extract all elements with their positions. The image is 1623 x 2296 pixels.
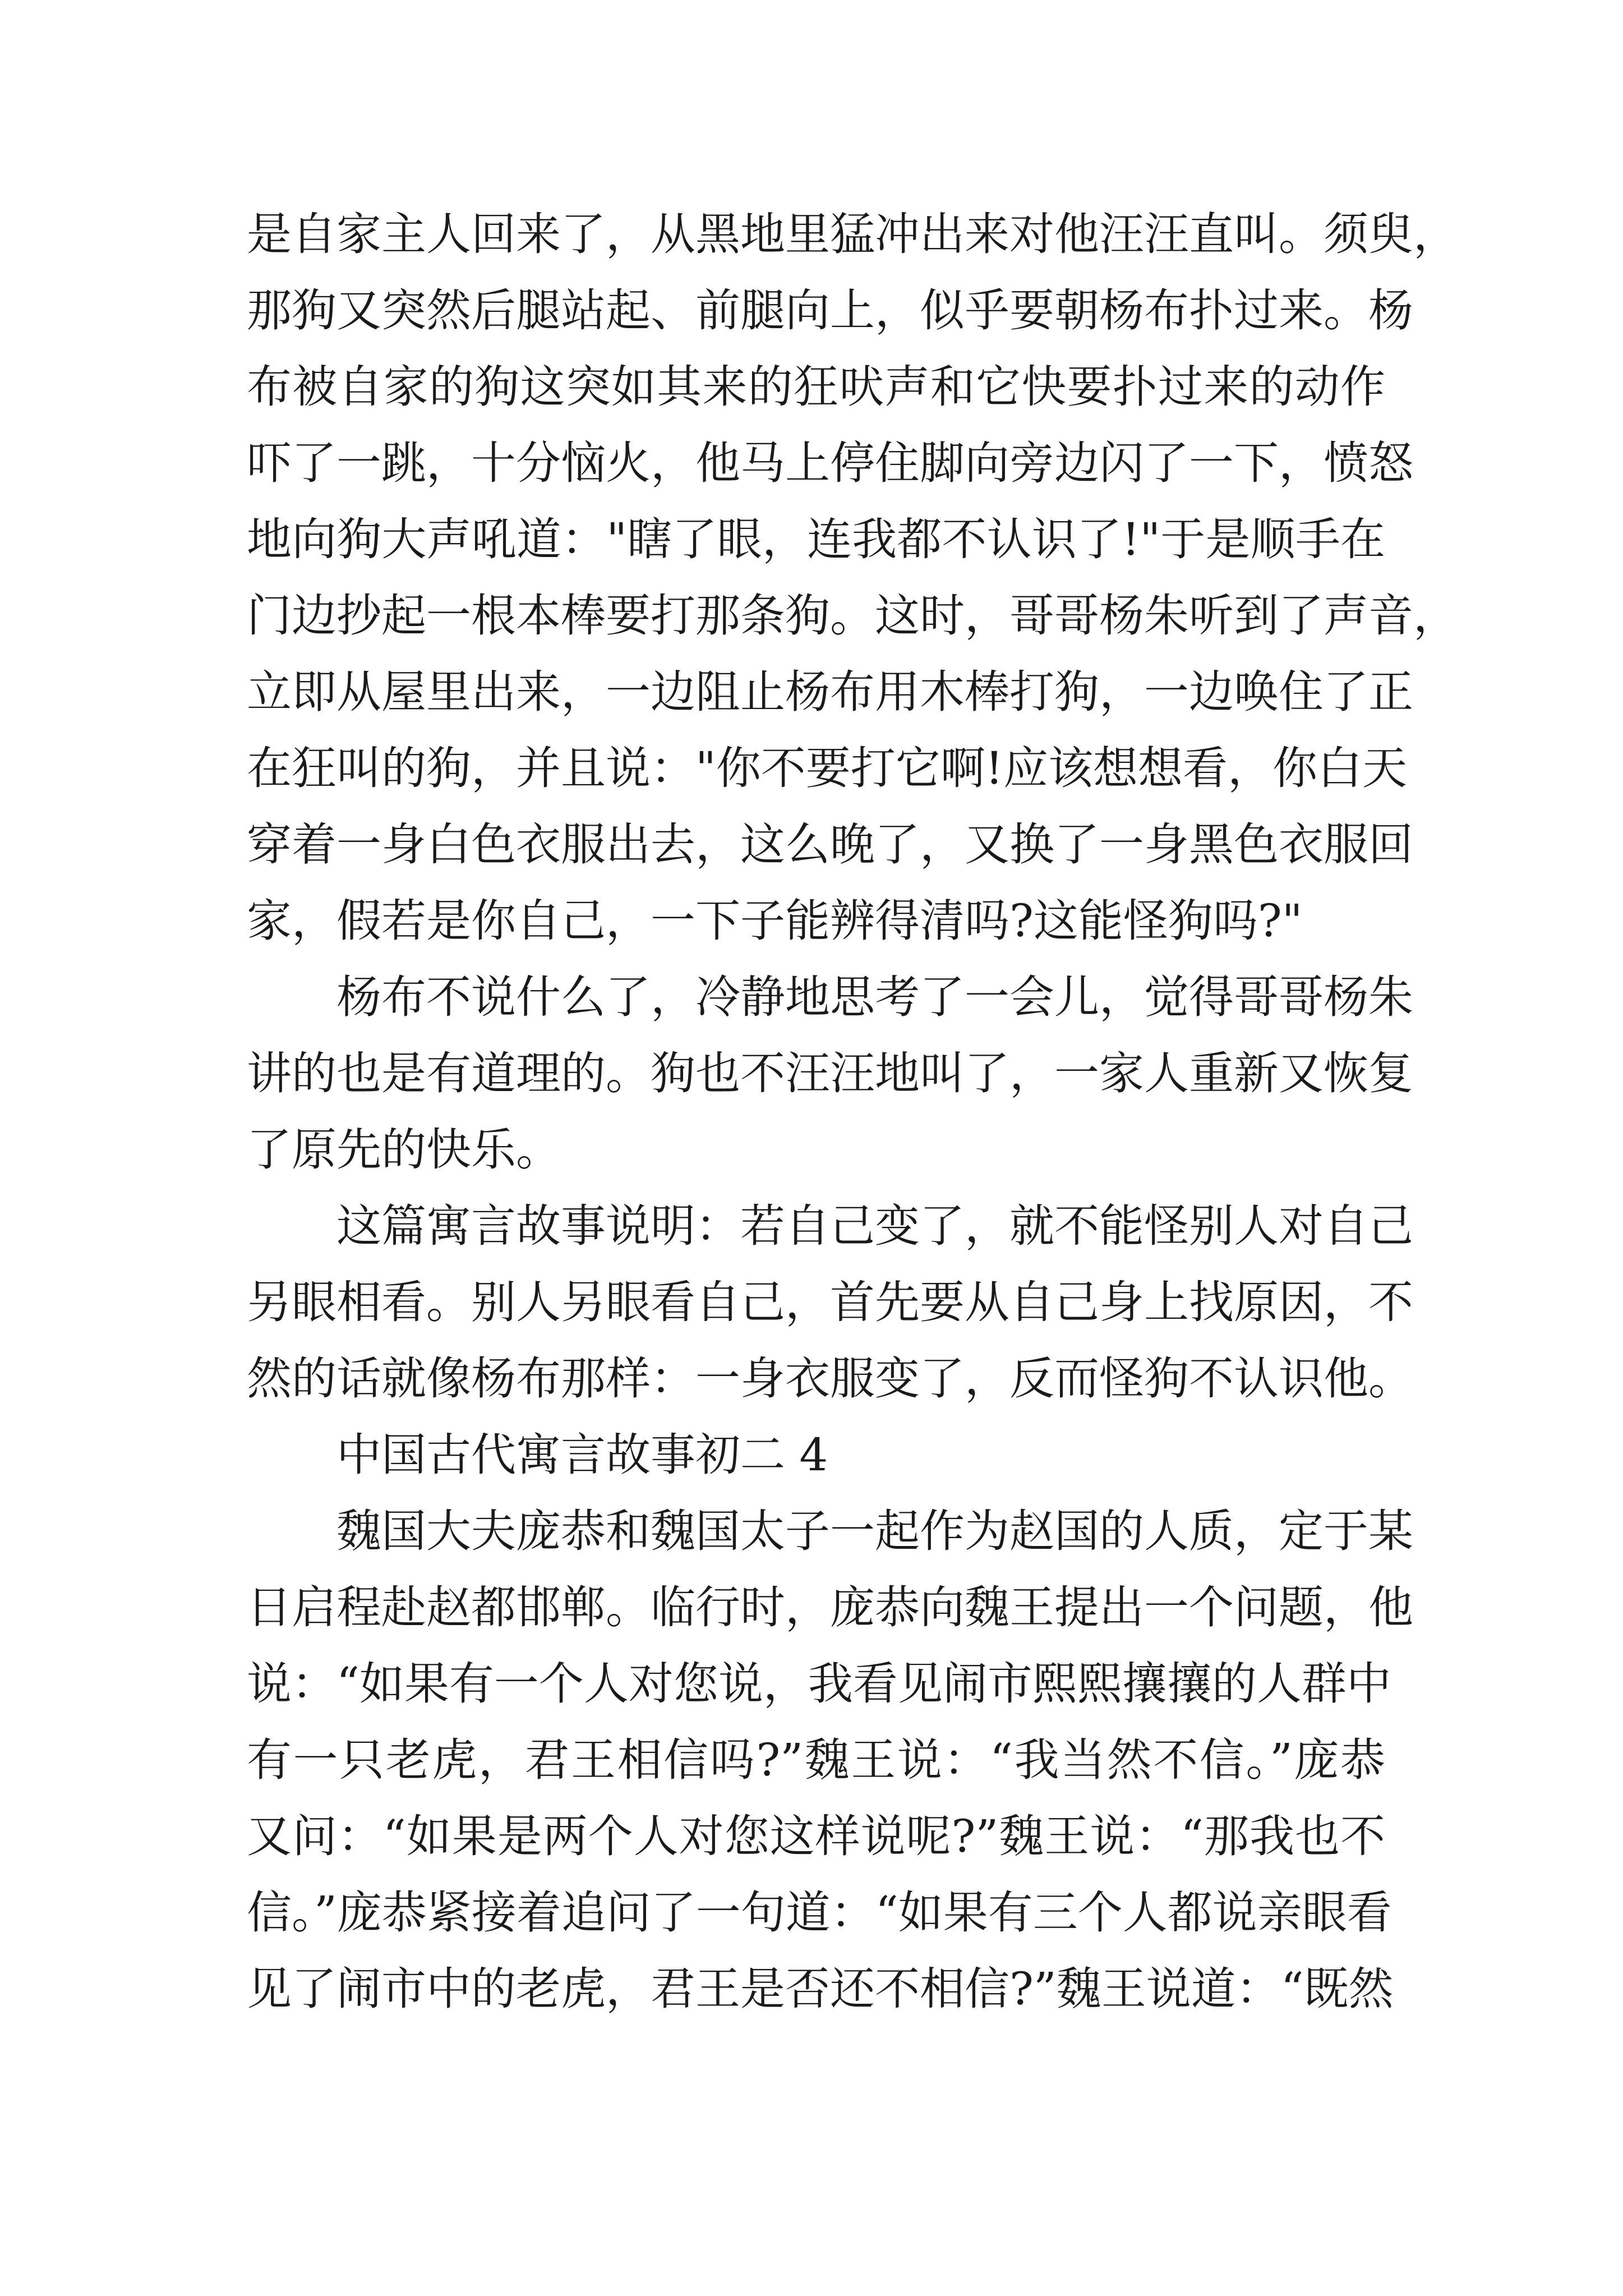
paragraph-2: [247, 959, 1413, 1188]
text-line: 然的话就像杨布那样：一身衣服变了，反而怪狗不认识他。: [247, 1352, 1413, 1405]
text-line: 讲的也是有道理的。狗也不汪汪地叫了，一家人重新又恢复: [247, 1047, 1413, 1099]
text-line: 这篇寓言故事说明：若自己变了，就不能怪别人对自己: [336, 1200, 1413, 1252]
text-line: 地向狗大声吼道："瞎了眼，连我都不认识了!"于是顺手在: [247, 513, 1385, 565]
text-line: 吓了一跳，十分恼火，他马上停住脚向旁边闪了一下，愤怒: [247, 437, 1413, 489]
text-line: 在狂叫的狗，并且说："你不要打它啊!应该想想看，你白天: [247, 742, 1407, 794]
text-line: 又问：“如果是两个人对您这样说呢?”魏王说：“那我也不: [247, 1810, 1385, 1862]
text-line: 日启程赴赵都邯郸。临行时，庞恭向魏王提出一个问题，他: [247, 1581, 1413, 1634]
paragraph-1: [247, 196, 1458, 959]
text-line: 家，假若是你自己，一下子能辨得清吗?这能怪狗吗?": [247, 895, 1303, 947]
text-line: 有一只老虎，君王相信吗?”魏王说：“我当然不信。”庞恭: [247, 1734, 1385, 1786]
text-line: 门边抄起一根本棒要打那条狗。这时，哥哥杨朱听到了声音，: [247, 590, 1458, 642]
text-line: 魏国大夫庞恭和魏国太子一起作为赵国的人质，定于某: [336, 1505, 1413, 1557]
text-line: 信。”庞恭紧接着追问了一句道：“如果有三个人都说亲眼看: [247, 1887, 1392, 1939]
document-body: [247, 196, 1458, 2027]
paragraph-3: [247, 1188, 1413, 1417]
text-line: 杨布不说什么了，冷静地思考了一会儿，觉得哥哥杨朱: [336, 971, 1413, 1023]
heading-text: 中国古代寓言故事初二 4: [336, 1429, 828, 1481]
text-line: 布被自家的狗这突如其来的狂吠声和它快要扑过来的动作: [247, 361, 1385, 413]
text-line: 那狗又突然后腿站起、前腿向上，似乎要朝杨布扑过来。杨: [247, 284, 1413, 337]
text-line: 了原先的快乐。: [247, 1124, 561, 1176]
text-line: 是自家主人回来了，从黑地里猛冲出来对他汪汪直叫。须臾，: [247, 208, 1458, 260]
text-line: 说：“如果有一个人对您说，我看见闹市熙熙攘攘的人群中: [247, 1658, 1391, 1710]
paragraph-4: [247, 1493, 1413, 2027]
text-line: 见了闹市中的老虎，君王是否还不相信?”魏王说道：“既然: [247, 1963, 1394, 2015]
text-line: 立即从屋里出来，一边阻止杨布用木棒打狗，一边唤住了正: [247, 666, 1413, 718]
text-line: 另眼相看。别人另眼看自己，首先要从自己身上找原因，不: [247, 1276, 1413, 1328]
section-heading: [247, 1417, 1385, 1493]
text-line: 穿着一身白色衣服出去，这么晚了，又换了一身黑色衣服回: [247, 818, 1413, 871]
